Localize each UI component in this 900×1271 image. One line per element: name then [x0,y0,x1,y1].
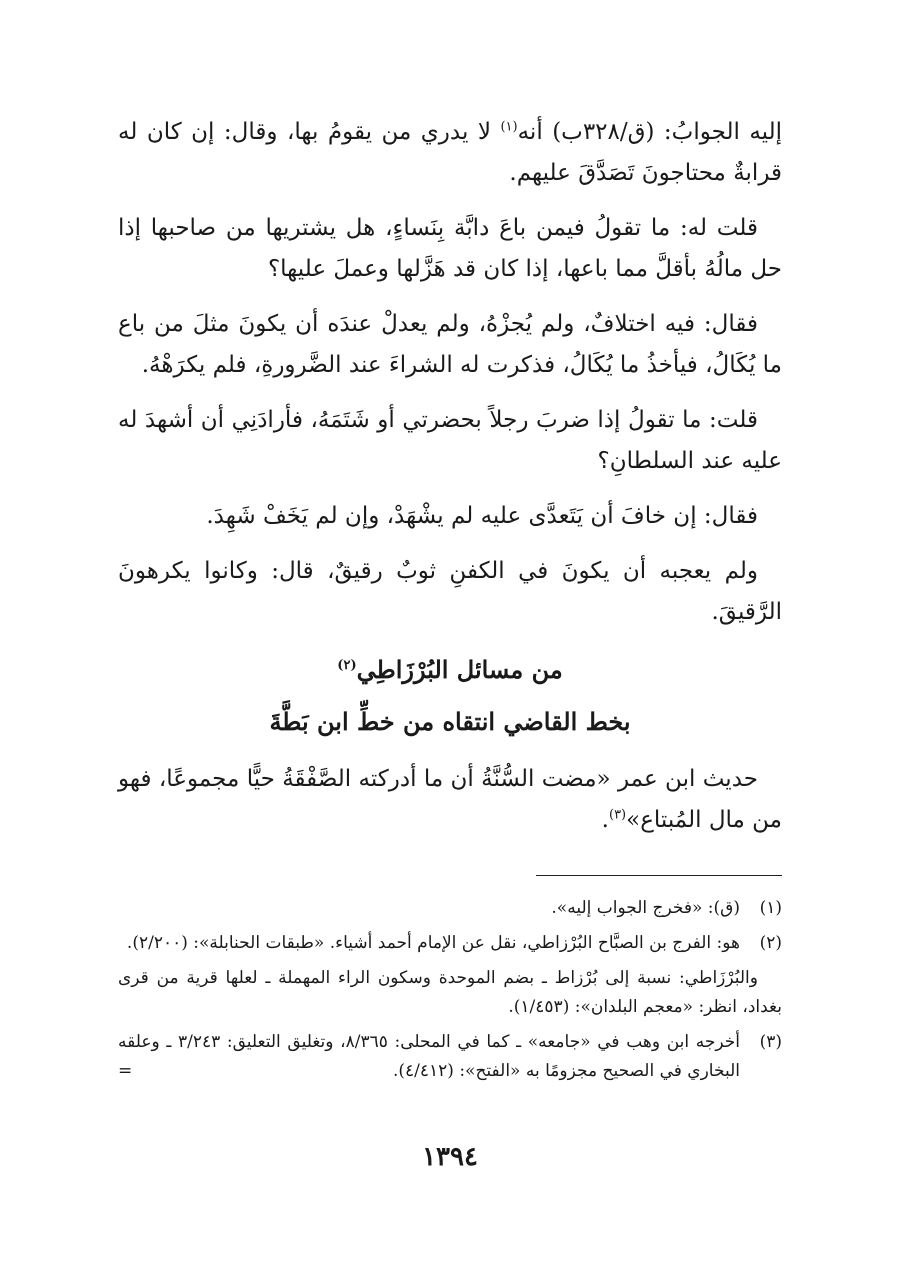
paragraph-3: فقال: فيه اختلافٌ، ولم يُجزْهُ، ولم يعدلْ عندَه أن يكونَ مثلَ من باع ما يُكَالُ، فيأخذُ ما يُكَالُ، فذكرت له الشراءَ عند الضَّرورةِ، فلم يكرَهْهُ. [118,311,782,378]
footnote-divider [536,875,782,876]
paragraph-7 [118,759,782,841]
footnote-number: (٢) [759,933,782,953]
section-heading [118,647,782,693]
paragraph-1-text: إليه الجوابُ: (ق/٣٢٨ب) أنه [517,119,782,145]
paragraph-5: فقال: إن خافَ أن يَتَعدَّى عليه لم يشْهَدْ، وإن لم يَخَفْ شَهِدَ. [206,503,758,529]
paragraph-6: ولم يعجبه أن يكونَ في الكفنِ ثوبٌ رقيقٌ، قال: وكانوا يكرهونَ الرَّقيقَ. [118,558,782,625]
footnote-ref-2: (٢) [337,658,357,673]
footnote-number: (١) [759,898,782,918]
footnote-2 [118,929,782,958]
footnote-text: أخرجه ابن وهب في «جامعه» ـ كما في المحلى: ٨/٣٦٥، وتغليق التعليق: ٣/٢٤٣ ـ وعلقه البخاري في الصحيح مجزومًا به «الفتح»: (٤/٤١٢). [118,1032,740,1081]
paragraph-4: قلت: ما تقولُ إذا ضربَ رجلاً بحضرتي أو شَتَمَهُ، فأرادَنِي أن أشهدَ له عليه عند السلطانِ؟ [118,407,782,474]
paragraph-7-text: حديث ابن عمر «مضت السُّنَّةُ أن ما أدركته الصَّفْقَةُ حيًّا مجموعًا، فهو من مال المُبتاع» [118,766,782,833]
footnote-3 [118,1028,782,1086]
continuation-mark: = [118,1061,133,1081]
paragraph-2: قلت له: ما تقولُ فيمن باعَ دابَّة بِنَساءٍ، هل يشتريها من صاحبها إذا حل مالُهُ بأقلَّ مما باعها، إذا كان قد هَزَّلها وعملَ عليها؟ [118,215,782,282]
footnote-2-continuation: والبُرْزَاطي: نسبة إلى بُرْزاط ـ بضم الموحدة وسكون الراء المهملة ـ لعلها قرية من قرى بغداد، انظر: «معجم البلدان»: (١/٤٥٣). [118,968,782,1017]
page-body [118,112,782,1092]
paragraph-1 [118,112,782,194]
footnote-text: هو: الفرج بن الصبَّاح البُرْزاطي، نقل عن الإمام أحمد أشياء. «طبقات الحنابلة»: (٢/٢٠٠). [126,933,740,953]
footnote-ref-1: (١) [500,119,518,135]
paragraph-1-rest: لا يدري من يقومُ بها، وقال: إن كان له قرابةٌ محتاجونَ تَصَدَّقَ عليهم. [118,119,782,186]
footnote-ref-3: (٣) [608,807,627,823]
footnote-number: (٣) [759,1032,782,1052]
page-number: ١٣٩٤ [422,1142,478,1172]
section-subheading: بخط القاضي انتقاه من خطِّ ابن بَطَّةَ [269,707,631,736]
section-heading-text: من مسائل البُرْزَاطِي [356,655,563,684]
footnote-text: (ق): «فخرج الجواب إليه». [551,898,740,918]
footnote-1 [118,894,782,923]
paragraph-7-end: . [601,807,609,833]
